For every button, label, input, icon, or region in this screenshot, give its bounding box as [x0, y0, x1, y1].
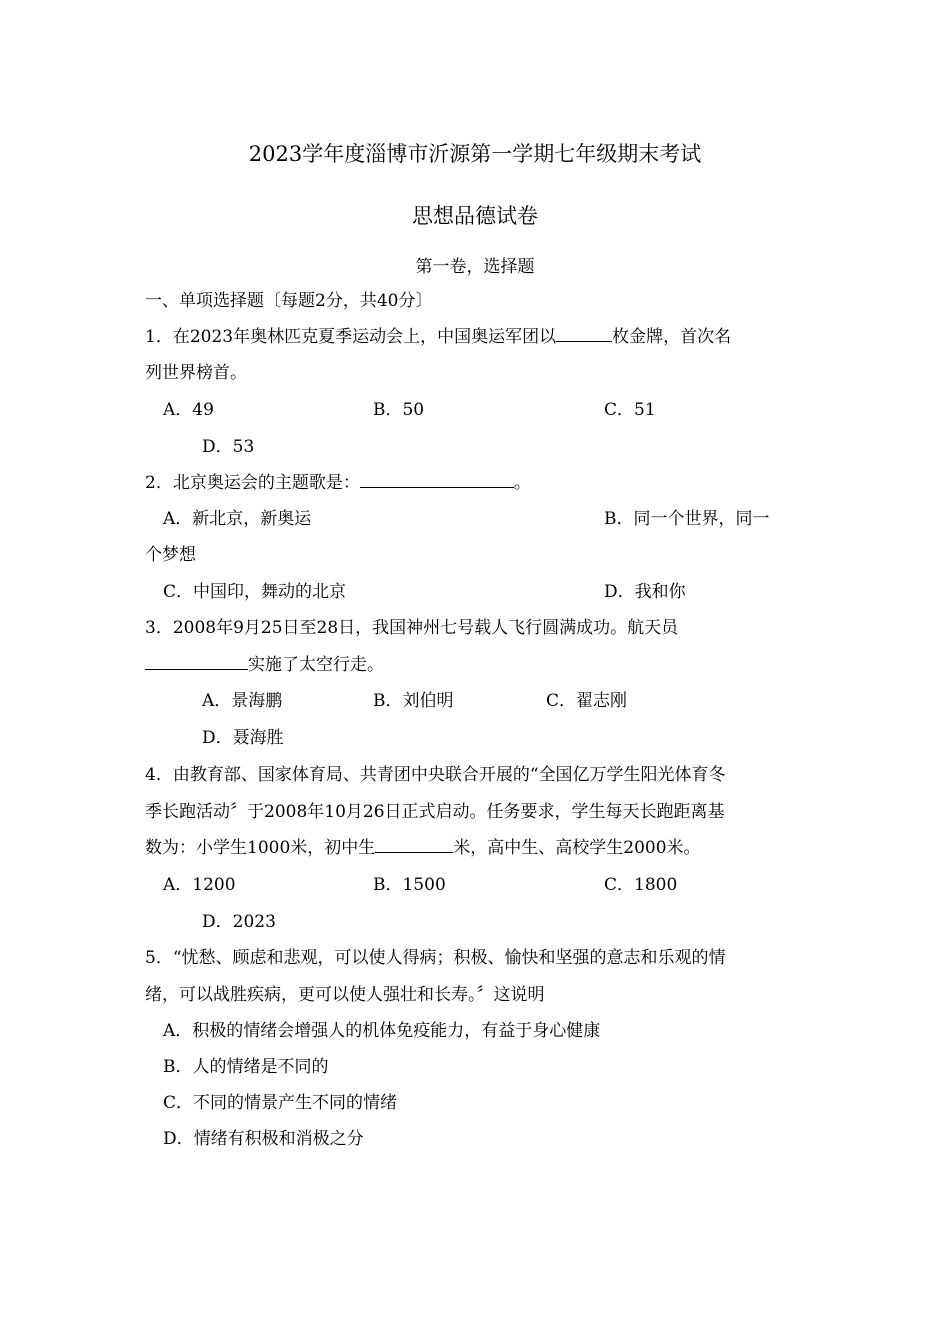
question-3-option-a: A．景海鹏 — [202, 691, 283, 711]
question-2-option-b: B．同一个世界，同一 — [604, 509, 770, 529]
question-4-option-c: C．1800 — [604, 875, 678, 895]
answer-blank — [145, 653, 248, 670]
question-4-text-d: 米，高中生、高校学生2000米。 — [453, 838, 701, 858]
question-2-line-1 — [145, 471, 531, 495]
question-5-option-b: B．人的情绪是不同的 — [163, 1057, 329, 1077]
question-3-option-d: D．聂海胜 — [202, 728, 284, 748]
question-1-option-a: A．49 — [163, 400, 214, 420]
question-1-text-b: 枚金牌，首次名 — [612, 327, 732, 347]
question-2-option-b-wrap: 个梦想 — [145, 545, 196, 565]
exam-subtitle: 思想品德试卷 — [412, 204, 538, 228]
section-title: 第一卷，选择题 — [415, 257, 535, 277]
question-4-option-d: D．2023 — [202, 912, 276, 932]
question-5-option-d: D．情绪有积极和消极之分 — [163, 1129, 364, 1149]
question-4-line-2: 季长跑活动〞于2008年10月26日正式启动。任务要求，学生每天长跑距离基 — [145, 802, 725, 822]
question-5-line-2: 绪，可以战胜疾病，更可以使人强壮和长寿。〞这说明 — [145, 985, 545, 1005]
question-4-line-3 — [145, 836, 701, 860]
question-2-option-a: A．新北京，新奥运 — [163, 509, 312, 529]
question-1-option-d: D．53 — [202, 437, 255, 457]
question-3-text-b: 实施了太空行走。 — [248, 655, 384, 675]
question-1-text-a: 1．在2023年奥林匹克夏季运动会上，中国奥运军团以 — [145, 327, 557, 347]
question-5-line-1: 5．“忧愁、顾虑和悲观，可以使人得病；积极、愉快和坚强的意志和乐观的情 — [145, 948, 726, 968]
question-1-option-b: B．50 — [373, 400, 425, 420]
question-2-text-a: 2．北京奥运会的主题歌是： — [145, 473, 360, 493]
exam-title: 2023学年度淄博市沂源第一学期七年级期末考试 — [248, 142, 702, 166]
question-1-option-c: C．51 — [604, 400, 656, 420]
question-3-line-2 — [145, 653, 384, 677]
question-4-text-c: 数为：小学生1000米，初中生 — [145, 838, 376, 858]
question-1-line-1 — [145, 325, 731, 349]
question-3-option-b: B．刘伯明 — [373, 691, 454, 711]
question-3-line-1: 3．2008年9月25日至28日，我国神州七号载人飞行圆满成功。航天员 — [145, 618, 679, 638]
question-2-option-c: C．中国印，舞动的北京 — [163, 582, 347, 602]
question-4-option-a: A．1200 — [163, 875, 236, 895]
question-5-option-a: A．积极的情绪会增强人的机体免疫能力，有益于身心健康 — [163, 1021, 601, 1041]
question-1-line-2: 列世界榜首。 — [145, 363, 247, 383]
question-2-option-d: D．我和你 — [604, 582, 686, 602]
question-4-option-b: B．1500 — [373, 875, 446, 895]
answer-blank — [375, 836, 453, 853]
question-5-option-c: C．不同的情景产生不同的情绪 — [163, 1093, 398, 1113]
part-heading: 一、单项选择题〔每题2分，共40分〕 — [145, 291, 433, 311]
question-4-line-1: 4．由教育部、国家体育局、共青团中央联合开展的“全国亿万学生阳光体育冬 — [145, 765, 726, 785]
answer-blank — [556, 325, 612, 342]
question-3-option-c: C．翟志刚 — [546, 691, 628, 711]
question-2-text-b: 。 — [513, 473, 531, 493]
answer-blank — [360, 471, 514, 488]
